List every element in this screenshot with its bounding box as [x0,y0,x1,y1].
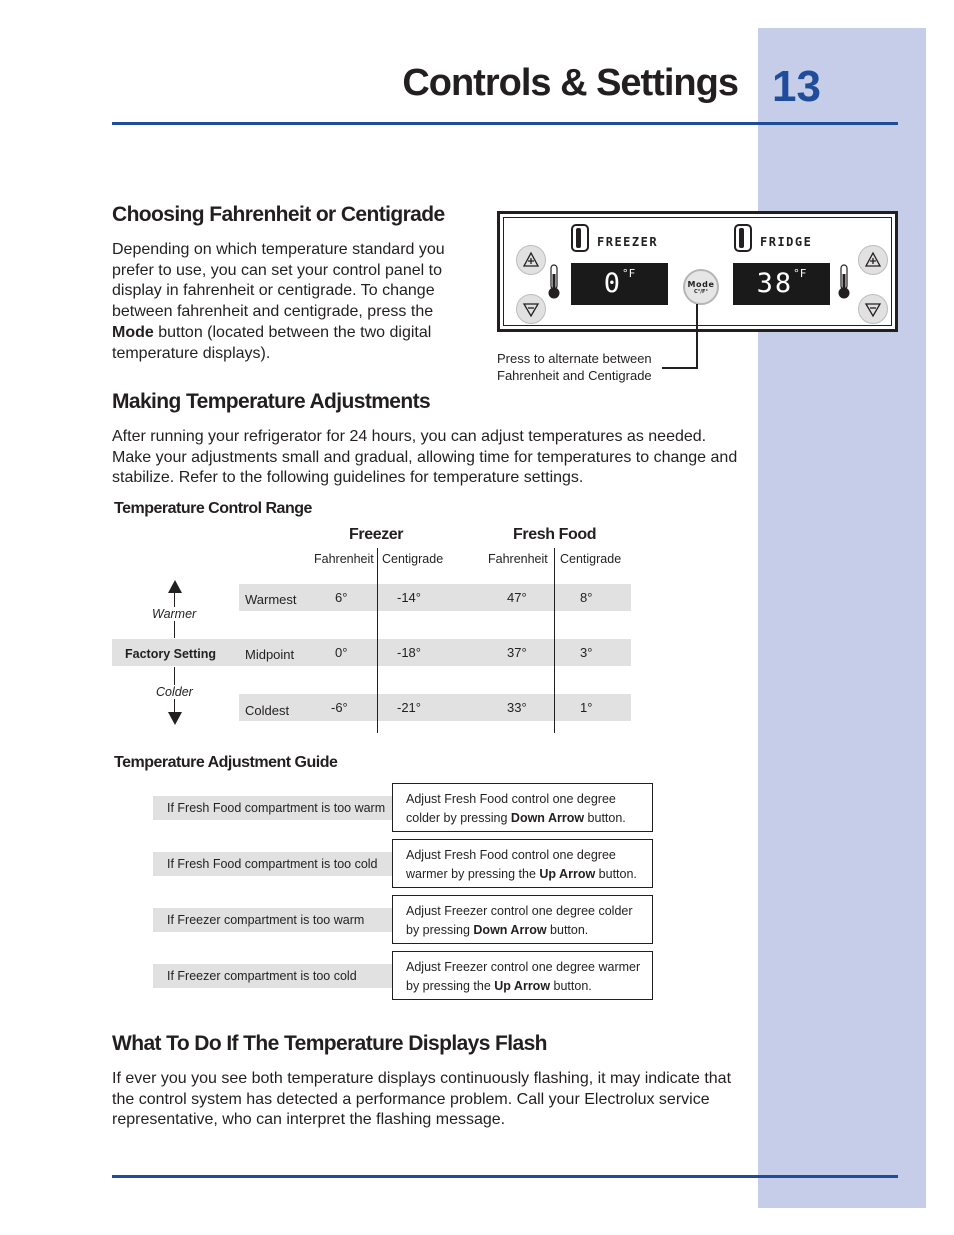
midpoint-freezer-f: 0° [335,645,348,660]
warmer-label: Warmer [152,607,197,621]
mode-button: Mode C°/F° [683,269,719,305]
row-band-midpoint-end [624,639,631,666]
range-table-title: Temperature Control Range [114,500,312,517]
warmest-fresh-c: 8° [580,590,593,605]
row-band-coldest [239,694,631,721]
guide-action-fresh-warm: Adjust Fresh Food control one degree colder by pressing Down Arrow button. [392,783,653,832]
freezer-display: $0^{^\circ F}$ [571,263,668,305]
heading-displays-flash: What To Do If The Temperature Displays Flash [112,1032,547,1055]
guide-action-fresh-cold: Adjust Fresh Food control one degree warmer by pressing the Up Arrow button. [392,839,653,888]
fahrenheit-paragraph: Depending on which temperature standard you prefer to use, you can set your control panel to display in fahrenheit or centigrade. To change between fahrenheit and centigrade, press the Mode button (located between the two digital temperature displays). [112,241,445,362]
fridge-label: FRIDGE [760,235,813,249]
row-label-coldest: Coldest [245,703,290,718]
adjustments-paragraph: After running your refrigerator for 24 hours, you can adjust temperatures as needed. Make your adjustments small and gradual, allowing time for temperatures to change and stabilize. Refer to the following guidelines for temperature settings. [112,428,738,487]
midpoint-fresh-f: 37° [507,645,527,660]
coldest-freezer-c: -21° [397,700,421,715]
guide-condition-fresh-warm: If Fresh Food compartment is too warm [153,796,393,820]
fresh-food-column-header: Fresh Food [513,526,597,543]
guide-condition-freezer-cold: If Freezer compartment is too cold [153,964,393,988]
up-arrow-icon [522,251,540,269]
fresh-food-divider [554,548,555,733]
fresh-centigrade-header: Centigrade [560,552,622,566]
heading-temperature-adjustments: Making Temperature Adjustments [112,390,431,413]
warmest-freezer-c: -14° [397,590,421,605]
guide-title: Temperature Adjustment Guide [114,754,338,771]
page-title: Controls & Settings [402,62,738,104]
guide-condition-freezer-warm: If Freezer compartment is too warm [153,908,393,932]
fresh-fahrenheit-header: Fahrenheit [488,552,548,566]
freezer-compartment-icon [571,224,589,252]
fridge-down-button [858,294,888,324]
footer-rule [112,1175,898,1178]
heading-fahrenheit-centigrade: Choosing Fahrenheit or Centigrade [112,203,445,226]
coldest-fresh-f: 33° [507,700,527,715]
callout-line-horizontal [662,367,698,369]
factory-setting-label: Factory Setting [125,647,216,661]
guide-action-freezer-cold: Adjust Freezer control one degree warmer by pressing the Up Arrow button. [392,951,653,1000]
freezer-thermometer-icon [548,264,560,300]
midpoint-freezer-c: -18° [397,645,421,660]
colder-arrow-icon [168,712,182,725]
freezer-down-button [516,294,546,324]
colder-label: Colder [156,685,193,699]
guide-condition-fresh-cold: If Fresh Food compartment is too cold [153,852,393,876]
callout-line-vertical [696,304,698,368]
down-arrow-icon [864,300,882,318]
header-rule [112,122,898,125]
fridge-compartment-icon [734,224,752,252]
freezer-centigrade-header: Centigrade [382,552,444,566]
coldest-freezer-f: -6° [331,700,348,715]
freezer-divider [377,548,378,733]
freezer-label: FREEZER [597,235,659,249]
row-label-warmest: Warmest [245,592,297,607]
fridge-up-button [858,245,888,275]
flash-paragraph: If ever you you see both temperature displays continuously flashing, it may indicate that the control system has detected a performance problem. Call your Electrolux service representative, who can interpret the flashing message. [112,1070,732,1129]
row-label-midpoint: Midpoint [245,647,295,662]
side-band [758,28,926,1208]
down-arrow-icon [522,300,540,318]
midpoint-fresh-c: 3° [580,645,593,660]
warmer-arrow-icon [168,580,182,593]
mode-callout: Press to alternate between Fahrenheit and Centigrade [497,351,652,383]
page-number: 13 [772,62,821,111]
row-band-warmest [239,584,631,611]
freezer-up-button [516,245,546,275]
guide-action-freezer-warm: Adjust Freezer control one degree colder by pressing Down Arrow button. [392,895,653,944]
freezer-column-header: Freezer [349,526,404,543]
up-arrow-icon [864,251,882,269]
warmest-freezer-f: 6° [335,590,348,605]
warmest-fresh-f: 47° [507,590,527,605]
fridge-thermometer-icon [838,264,850,300]
fridge-display: $38^{^\circ F}$ [733,263,830,305]
coldest-fresh-c: 1° [580,700,593,715]
freezer-fahrenheit-header: Fahrenheit [314,552,374,566]
